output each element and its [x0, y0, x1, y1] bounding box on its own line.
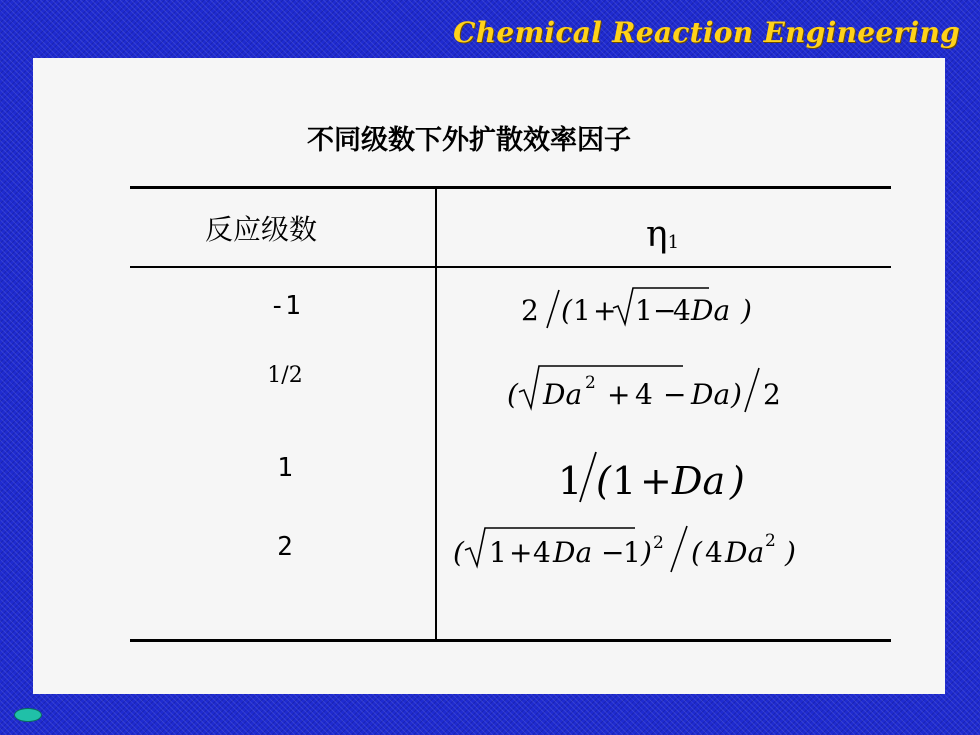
- svg-text:): ): [741, 294, 752, 327]
- svg-text:): ): [785, 536, 796, 569]
- order-cell-row-4: 2: [277, 532, 293, 562]
- table-bottom-rule: [130, 639, 891, 642]
- svg-text:1: 1: [612, 459, 637, 503]
- eta-symbol: η: [646, 214, 668, 255]
- svg-text:4: 4: [533, 536, 551, 569]
- svg-text:): ): [730, 459, 745, 503]
- table-top-rule: [130, 186, 891, 189]
- svg-text:Da: Da: [553, 536, 593, 569]
- svg-text:Da: Da: [672, 459, 726, 503]
- table-column-divider: [435, 189, 437, 639]
- svg-text:(: (: [453, 536, 464, 569]
- svg-text:1: 1: [573, 294, 591, 327]
- svg-text:(: (: [596, 459, 611, 503]
- svg-text:4: 4: [673, 294, 691, 327]
- navigation-ellipse-button[interactable]: [14, 708, 42, 722]
- order-cell-row-2: 1/2: [267, 363, 303, 388]
- svg-text:−: −: [601, 536, 625, 569]
- content-panel: [33, 58, 945, 694]
- svg-text:1: 1: [635, 294, 653, 327]
- svg-text:): ): [641, 536, 652, 569]
- svg-text:(: (: [691, 536, 702, 569]
- svg-text:Da: Da: [691, 294, 731, 327]
- eta-subscript: 1: [667, 232, 680, 253]
- svg-text:+: +: [607, 378, 631, 411]
- svg-text:Da: Da: [543, 378, 583, 411]
- svg-text:+: +: [509, 536, 533, 569]
- svg-text:1: 1: [623, 536, 641, 569]
- order-cell-row-1: -1: [269, 291, 301, 321]
- slide-header-title: Chemical Reaction Engineering: [453, 16, 960, 49]
- svg-text:2: 2: [763, 378, 781, 411]
- svg-text:Da: Da: [691, 378, 731, 411]
- svg-text:1: 1: [558, 459, 583, 503]
- svg-text:+: +: [593, 294, 617, 327]
- svg-text:1: 1: [489, 536, 507, 569]
- svg-text:+: +: [640, 459, 672, 503]
- svg-text:(: (: [507, 378, 518, 411]
- column-header-reaction-order: 反应级数: [205, 213, 318, 246]
- svg-text:2: 2: [765, 531, 776, 551]
- svg-text:4: 4: [705, 536, 723, 569]
- svg-text:−: −: [653, 294, 677, 327]
- svg-text:−: −: [663, 378, 687, 411]
- formula-row-3: [558, 448, 798, 508]
- svg-text:2: 2: [521, 294, 539, 327]
- table-caption: 不同级数下外扩散效率因子: [307, 125, 631, 156]
- svg-text:2: 2: [653, 533, 664, 553]
- svg-text:): ): [731, 378, 742, 411]
- column-header-eta: [646, 214, 679, 255]
- table-header-rule: [130, 266, 891, 268]
- formula-row-1: [521, 284, 821, 334]
- svg-text:4: 4: [635, 378, 653, 411]
- formula-row-2: [507, 360, 827, 420]
- svg-text:Da: Da: [725, 536, 765, 569]
- svg-text:(: (: [561, 294, 572, 327]
- formula-row-4: [453, 518, 893, 578]
- order-cell-row-3: 1: [277, 453, 293, 483]
- svg-text:2: 2: [585, 373, 596, 393]
